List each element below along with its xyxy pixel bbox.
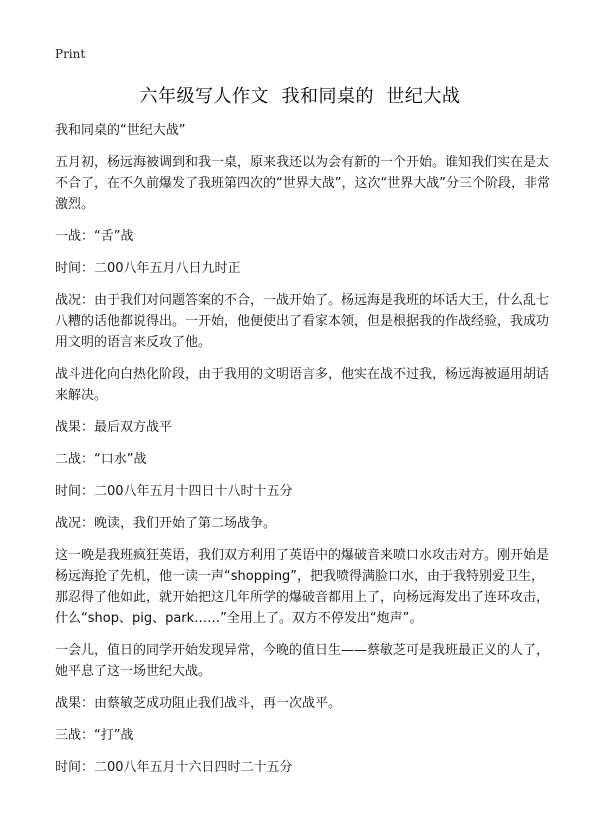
paragraph-battle2-time: 时间：二00八年五月十四日十八时十五分 [55,484,293,499]
paragraph-battle2-result: 战果：由蔡敏芝成功阻止我们战斗，再一次战平。 [55,696,342,711]
paragraph-battle2-detail: 这一晚是我班疯狂英语，我们双方利用了英语中的爆破音来喷口水攻击对方。刚开始是杨远海抢了先机，他一读一声“shopping”，把我喷得满脸口水，由于我特别爱卫生，那忍得了他如此，就开始把这几年所学的爆破音都用上了，向杨远海发出了连环攻击，什么“shop、pig、park……”全用上了。双方不停发出“炮声”。 [55,548,550,626]
paragraph-battle2-end: 一会儿，值日的同学开始发现异常，今晚的值日生——蔡敏芝可是我班最正义的人了，她平息了这一场世纪大战。 [55,643,550,679]
paragraph-battle3-time: 时间：二00八年五月十六日四时二十五分 [55,760,293,775]
paragraph-battle1-heading: 一战：“舌”战 [55,229,134,244]
paragraph-battle1-progress: 战斗进化向白热化阶段，由于我用的文明语言多，他实在战不过我，杨远海被逼用胡话来解决。 [55,367,550,403]
paragraph-battle2-status: 战况：晚读，我们开始了第二场战争。 [55,516,277,531]
article-body [55,120,555,789]
paragraph-subtitle: 我和同桌的“世纪大战” [55,123,186,138]
paragraph-battle1-result: 战果：最后双方战平 [55,420,173,435]
page-title: 六年级写人作文 我和同桌的 世纪大战 [139,86,461,107]
paragraph-battle1-time: 时间：二00八年五月八日九时正 [55,261,241,276]
paragraph-intro: 五月初，杨远海被调到和我一桌，原来我还以为会有新的一个开始。谁知我们实在是太不合了，在不久前爆发了我班第四次的“世界大战”，这次“世界大战”分三个阶段，非常激烈。 [55,155,550,212]
print-link[interactable]: Print [55,47,86,61]
paragraph-battle1-status: 战况：由于我们对问题答案的不合，一战开始了。杨远海是我班的坏话大王，什么乱七八糟的话他都说得出。一开始，他便使出了看家本领，但是根据我的作战经验，我成功用文明的语言来反攻了他。 [55,293,550,350]
paragraph-battle3-heading: 三战：“打”战 [55,728,134,743]
paragraph-battle2-heading: 二战：“口水”战 [55,452,147,467]
